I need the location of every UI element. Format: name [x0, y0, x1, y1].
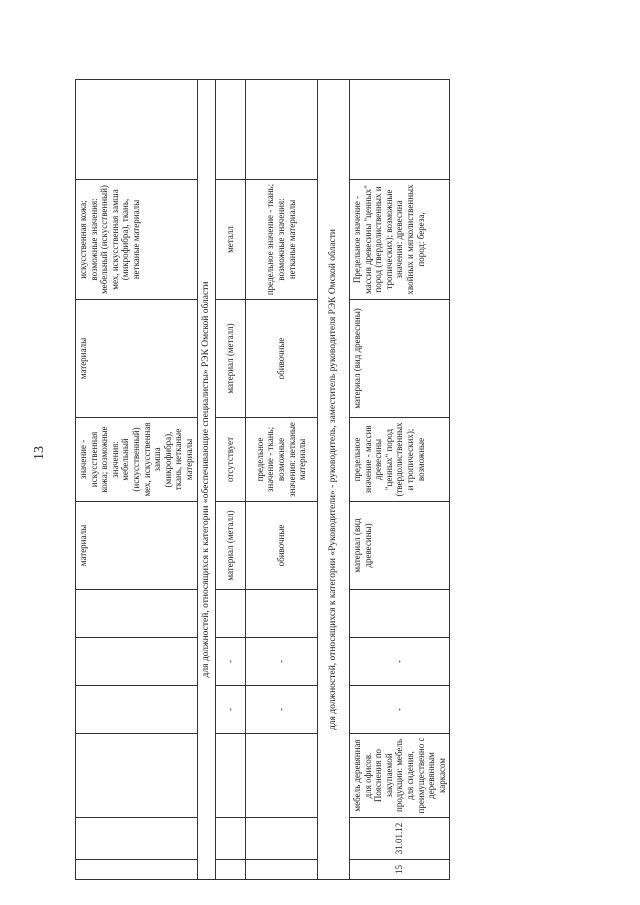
section-heading-managers: для должностей, относящихся к категории «Руководители» - руководитель, заместитель руководителя РЭК Омской области — [317, 80, 349, 880]
cell-b — [76, 638, 198, 686]
cell-code — [76, 818, 198, 860]
rotated-table-page — [75, 80, 447, 880]
cell-characteristic: материал (вид древесины) — [349, 502, 449, 590]
cell-value-2: искусственная кожа; возможные значения: мебельный (искусственный) мех, искусственная замша (микрофибра), ткань, нетканые материалы — [76, 180, 198, 300]
cell-code — [215, 818, 245, 860]
requirements-table — [75, 79, 450, 880]
cell-c — [76, 590, 198, 638]
cell-a — [76, 686, 198, 734]
cell-name: мебель деревянная для офисов. Пояснения по закупаемой продукции: мебель для сидения, преимущественно с деревянным каркасом — [349, 734, 449, 818]
cell-value: отсутствует — [215, 418, 245, 502]
cell-value: предельное значение - ткань; возможные значения: нетканые материалы — [245, 418, 317, 502]
cell-num — [76, 860, 198, 880]
section-heading-specialists: для должностей, относящихся к категории «обеспечивающие специалисты» РЭК Омской области — [197, 80, 215, 880]
table-row — [215, 80, 245, 880]
cell-value: предельное значение - массив древесины "ценных" пород (твердолиственных и тропических); возможные — [349, 418, 449, 502]
cell-b: - — [349, 638, 449, 686]
cell-h — [245, 80, 317, 180]
cell-c — [215, 590, 245, 638]
cell-num: 15 — [349, 860, 449, 880]
cell-c — [349, 590, 449, 638]
cell-value-2: Предельное значение - массив древесины "ценных" пород (твердолиственных и тропических); возможные значения: древесина хвойных и мягколиственных пород: береза, — [349, 180, 449, 300]
cell-c — [245, 590, 317, 638]
cell-b: - — [215, 638, 245, 686]
cell-num — [245, 860, 317, 880]
cell-a: - — [215, 686, 245, 734]
cell-a: - — [349, 686, 449, 734]
section-heading-row — [317, 80, 349, 880]
cell-characteristic-2: материал (вид древесины) — [349, 300, 449, 418]
cell-characteristic-2: обивочные — [245, 300, 317, 418]
cell-h — [215, 80, 245, 180]
cell-characteristic: материалы — [76, 502, 198, 590]
cell-value: значение - искусственная кожа; возможные значения: мебельный (искусственный) мех, искусственная замша (микрофибра), ткань, нетканые материалы — [76, 418, 198, 502]
cell-num — [215, 860, 245, 880]
cell-value-2: предельное значение - ткань; возможные значения: нетканые материалы — [245, 180, 317, 300]
cell-name — [245, 734, 317, 818]
table-row — [76, 80, 198, 880]
cell-code: 31.01.12 — [349, 818, 449, 860]
cell-characteristic: обивочные — [245, 502, 317, 590]
page-number: 13 — [32, 446, 47, 460]
cell-a: - — [245, 686, 317, 734]
section-heading-row — [197, 80, 215, 880]
table-row — [349, 80, 449, 880]
cell-characteristic-2: материал (металл) — [215, 300, 245, 418]
cell-name — [215, 734, 245, 818]
table-row — [245, 80, 317, 880]
cell-name — [76, 734, 198, 818]
cell-b: - — [245, 638, 317, 686]
cell-value-2: металл — [215, 180, 245, 300]
cell-h — [76, 80, 198, 180]
cell-characteristic: материал (металл) — [215, 502, 245, 590]
cell-h — [349, 80, 449, 180]
cell-characteristic-2: материалы — [76, 300, 198, 418]
cell-code — [245, 818, 317, 860]
